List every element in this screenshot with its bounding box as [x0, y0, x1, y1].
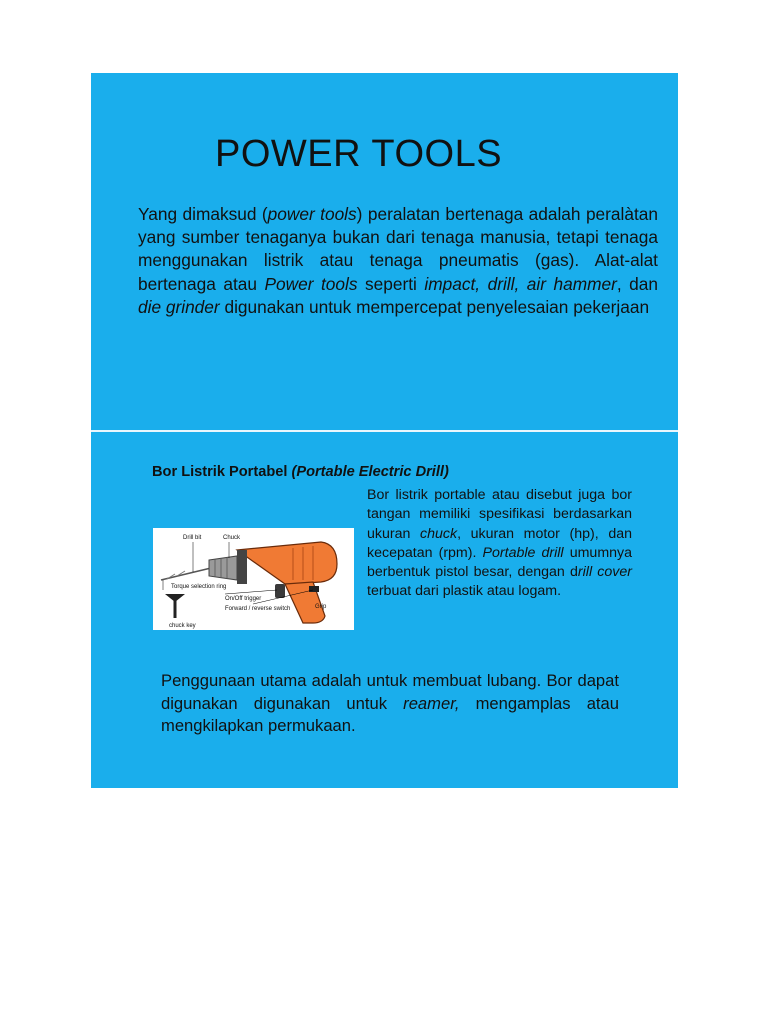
intro-text-2: ) peralatan bertenaga adalah peralàtan yang sumber tenaganya bukan dari tenaga manusia, tetapi tenaga menggunakan listrik atau tenaga pneumatis (gas). Alat-alat bertenaga atau: [138, 204, 659, 294]
intro-text-3: seperti: [357, 273, 425, 294]
label-grip: Grip: [315, 604, 327, 610]
label-torque-ring: Torque selection ring: [171, 584, 227, 590]
slide-portable-drill: [91, 432, 678, 788]
intro-text-4: , dan: [616, 273, 658, 294]
intro-italic-3: impact, drill, air hammer: [424, 273, 617, 294]
label-chuck: Chuck: [223, 535, 241, 541]
chuck-key-head: [165, 594, 185, 602]
desc-italic-3: rill cover: [577, 564, 632, 581]
desc-text-1: Bor listrik portable atau disebut juga bor tangan memiliki spesifikasi berdasarkan ukuran: [367, 487, 632, 542]
subtitle-text: Bor Listrik Portabel: [152, 464, 292, 480]
desc-italic-1: chuck: [420, 525, 458, 542]
usage-text-1: Penggunaan utama adalah untuk membuat lubang. Bor dapat digunakan digunakan untuk: [161, 671, 619, 713]
drill-diagram-image: [153, 528, 354, 630]
drill-description: [367, 486, 632, 602]
subtitle-italic: (Portable Electric Drill): [291, 464, 449, 480]
intro-italic-4: die grinder: [138, 296, 220, 317]
usage-italic-1: reamer,: [403, 693, 460, 713]
desc-text-3: umumnya berbentuk pistol besar, dengan d: [367, 544, 633, 581]
drill-body-shape: [237, 542, 337, 584]
intro-text-1: Yang dimaksud (: [138, 204, 268, 224]
usage-paragraph: [161, 670, 619, 738]
usage-text-2: mengamplas atau mengkilapkan permukaan.: [161, 693, 619, 735]
intro-text-5: digunakan untuk mempercepat penyelesaian pekerjaan: [219, 296, 650, 317]
label-chuck-key: chuck key: [169, 623, 196, 629]
trigger-shape: [275, 584, 285, 598]
desc-text-4: terbuat dari plastik atau logam.: [367, 583, 562, 600]
drill-illustration: [153, 528, 354, 630]
chuck-shape: [209, 556, 237, 580]
torque-ring-shape: [237, 550, 247, 584]
label-drill-bit: Drill bit: [183, 535, 202, 541]
intro-paragraph: [138, 203, 658, 319]
label-trigger: On/Off trigger: [225, 596, 262, 602]
switch-shape: [309, 586, 319, 592]
desc-text-2: , ukuran motor (hp), dan kecepatan (rpm).: [367, 525, 633, 561]
intro-italic-2: Power tools: [264, 273, 358, 294]
desc-italic-2: Portable drill: [482, 544, 564, 561]
page-title: POWER TOOLS: [215, 133, 503, 175]
intro-italic-1: power tools: [267, 204, 357, 224]
section-subtitle: [152, 464, 449, 480]
label-switch: Forward / reverse switch: [225, 606, 291, 612]
slide-power-tools: [91, 73, 678, 430]
